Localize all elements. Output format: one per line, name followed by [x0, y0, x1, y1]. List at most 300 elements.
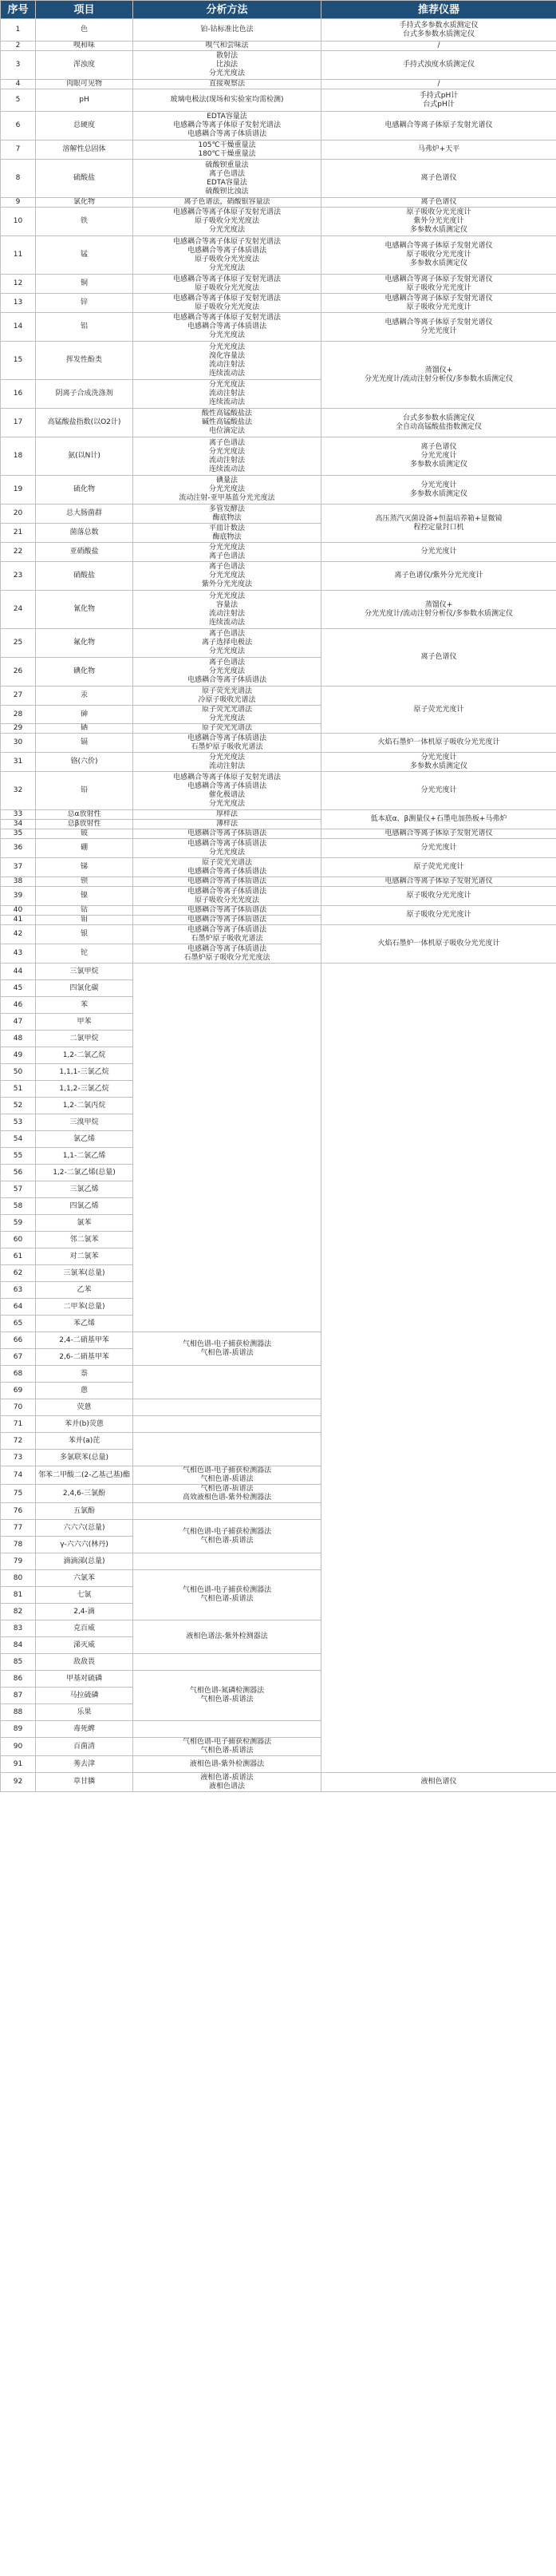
cell-method: [133, 1332, 321, 1366]
instrument-line: 分光光度计: [420, 786, 457, 794]
cell-instrument: [321, 1773, 556, 1792]
instrument-line: 分光光度计: [420, 548, 457, 556]
instrument-line: 原子吸收分光光度计: [406, 283, 471, 292]
cell-no: 39: [1, 887, 36, 906]
cell-no: 10: [1, 208, 36, 236]
cell-no: 63: [1, 1282, 36, 1299]
cell-item: 二甲苯(总量): [36, 1299, 133, 1316]
table-row: [1, 313, 556, 342]
method-line: 分光光度法: [208, 331, 245, 339]
cell-item: 挥发性酚类: [36, 342, 133, 380]
table-row: [1, 562, 556, 591]
cell-item: 二氯甲烷: [36, 1031, 133, 1047]
table-row: [1, 476, 556, 505]
cell-method: [133, 820, 321, 829]
cell-item: 对二氯苯: [36, 1248, 133, 1265]
cell-item: 甲基对硫磷: [36, 1671, 133, 1688]
cell-instrument: [321, 160, 556, 198]
cell-no: 34: [1, 820, 36, 829]
cell-item: 涕灭威: [36, 1637, 133, 1654]
table-row: [1, 80, 556, 89]
cell-method: [133, 1620, 321, 1654]
instrument-line: 分光光度计: [420, 753, 457, 762]
cell-method: [133, 476, 321, 505]
cell-item: 1,1,2-三氯乙烷: [36, 1081, 133, 1098]
instrument-line: 原子吸收分光光度计: [406, 251, 471, 259]
cell-instrument: [321, 89, 556, 112]
method-line: 分光光度法: [208, 342, 245, 351]
cell-method: [133, 1553, 321, 1570]
cell-no: 85: [1, 1654, 36, 1671]
method-line: 流动注射法: [208, 390, 245, 398]
cell-item: 砷: [36, 706, 133, 724]
cell-no: 43: [1, 944, 36, 964]
instrument-line: 原子吸收分光光度计: [406, 911, 471, 919]
cell-no: 61: [1, 1248, 36, 1265]
cell-method: [133, 1773, 321, 1792]
method-line: 电感耦合等离子体质谱法: [187, 925, 266, 934]
cell-item: 三氯苯(总量): [36, 1265, 133, 1282]
cell-no: 50: [1, 1064, 36, 1081]
cell-method: [133, 42, 321, 51]
cell-no: 37: [1, 858, 36, 877]
method-line: 离子色谱法: [208, 563, 245, 571]
cell-instrument: [321, 342, 556, 409]
method-line: EDTA容量法: [207, 113, 247, 121]
cell-item: 铅: [36, 772, 133, 810]
instrument-line: 电感耦合等离子体原子发射光谱仪: [384, 877, 493, 885]
cell-no: 58: [1, 1198, 36, 1215]
cell-method: [133, 1671, 321, 1721]
instrument-line: 电感耦合等离子体原子发射光谱仪: [384, 294, 493, 303]
cell-item: 钼: [36, 916, 133, 925]
instrument-line: 离子色谱仪: [420, 198, 457, 206]
method-line: 电位滴定法: [208, 427, 245, 435]
table-row: [1, 160, 556, 198]
method-line: EDTA容量法: [207, 178, 247, 187]
cell-no: 45: [1, 980, 36, 997]
cell-no: 64: [1, 1299, 36, 1316]
table-row: [1, 906, 556, 916]
cell-method: [133, 80, 321, 89]
cell-no: 60: [1, 1232, 36, 1248]
cell-method: [133, 858, 321, 877]
cell-instrument: [321, 810, 556, 829]
instrument-line: 离子色谱仪/紫外分光光度计: [394, 572, 483, 580]
cell-instrument: [321, 734, 556, 753]
method-line: 分光光度法: [208, 753, 245, 762]
method-line: 分光光度法: [208, 799, 245, 808]
cell-method: [133, 112, 321, 140]
cell-no: 16: [1, 380, 36, 409]
cell-instrument: [321, 772, 556, 810]
table-row: [1, 810, 556, 820]
cell-item: 锑: [36, 858, 133, 877]
cell-method: [133, 1756, 321, 1773]
instrument-line: 原子吸收分光光度计: [406, 303, 471, 311]
cell-no: 28: [1, 706, 36, 724]
instrument-line: 马弗炉+天平: [417, 145, 460, 153]
cell-method: [133, 1399, 321, 1416]
cell-item: 锰: [36, 236, 133, 275]
cell-item: 锌: [36, 294, 133, 313]
cell-item: 六六六(总量): [36, 1520, 133, 1537]
cell-method: [133, 1466, 321, 1485]
method-line: 碘量法: [215, 477, 238, 485]
method-line: 分光光度法: [208, 647, 245, 655]
cell-no: 4: [1, 80, 36, 89]
cell-instrument: [321, 208, 556, 236]
method-line: 气相色谱-质谱法: [200, 1747, 254, 1755]
table-row: [1, 772, 556, 810]
cell-instrument: [321, 753, 556, 772]
cell-instrument: [321, 236, 556, 275]
cell-no: 20: [1, 505, 36, 524]
cell-item: 银: [36, 925, 133, 944]
cell-method: [133, 160, 321, 198]
cell-method: [133, 1433, 321, 1466]
instrument-line: 手持式浊度水质测定仪: [402, 61, 475, 69]
method-line: 气相色谱-电子捕获检测器法: [182, 1466, 272, 1474]
cell-no: 84: [1, 1637, 36, 1654]
cell-item: 多氯联苯(总量): [36, 1450, 133, 1466]
method-line: 多管发酵法: [208, 505, 245, 513]
cell-method: [133, 524, 321, 543]
instrument-line: 电感耦合等离子体原子发射光谱仪: [384, 121, 493, 129]
instrument-line: /: [437, 80, 440, 88]
method-line: 液相色谱-紫外检测器法: [189, 1759, 265, 1768]
cell-no: 8: [1, 160, 36, 198]
cell-item: 毒死蜱: [36, 1721, 133, 1738]
cell-instrument: [321, 140, 556, 160]
cell-instrument: [321, 925, 556, 964]
method-line: 连续流动法: [208, 398, 245, 406]
method-line: 液相色谱-质谱法: [200, 1773, 254, 1782]
cell-method: [133, 1738, 321, 1756]
cell-no: 32: [1, 772, 36, 810]
method-line: 电感耦合等离子体质谱法: [187, 734, 266, 742]
cell-item: 钡: [36, 877, 133, 887]
table-row: [1, 543, 556, 562]
method-line: 薄样法: [215, 820, 238, 828]
cell-item: 铬(六价): [36, 753, 133, 772]
instrument-line: 分光光度计/流动注射分析仪/多参数水质测定仪: [364, 609, 514, 618]
cell-item: 苯并(a)芘: [36, 1433, 133, 1450]
cell-item: 铍: [36, 829, 133, 839]
method-line: 分光光度法: [208, 263, 245, 272]
method-line: 液相色谱法-紫外检测器法: [186, 1632, 268, 1640]
method-line: 原子荧光光谱法: [201, 687, 252, 695]
cell-no: 1: [1, 19, 36, 42]
instrument-line: 原子荧光光度计: [413, 705, 464, 714]
cell-method: [133, 944, 321, 964]
method-line: 气相色谱-电子捕获检测器法: [182, 1339, 272, 1348]
table-row: [1, 839, 556, 858]
cell-no: 31: [1, 753, 36, 772]
cell-method: [133, 505, 321, 524]
cell-item: 乙苯: [36, 1282, 133, 1299]
table-row: [1, 687, 556, 706]
cell-item: 亚硝酸盐: [36, 543, 133, 562]
method-line: 石墨炉原子吸收光谱法: [191, 934, 263, 943]
cell-item: 百菌清: [36, 1738, 133, 1756]
cell-item: 1,2-二氯丙烷: [36, 1098, 133, 1114]
method-line: 电感耦合等离子体原子发射光谱法: [172, 314, 281, 322]
cell-method: [133, 1570, 321, 1620]
cell-item: 镉: [36, 734, 133, 753]
instrument-line: 手持式多参数水质测定仪: [399, 21, 479, 30]
cell-item: 高锰酸盐指数(以O2计): [36, 409, 133, 437]
cell-no: 30: [1, 734, 36, 753]
instrument-line: /: [437, 42, 440, 49]
instrument-line: 火焰石墨炉一体机原子吸收分光光度计: [377, 940, 500, 948]
table-row: [1, 236, 556, 275]
method-line: 原子吸收分光光度法: [194, 217, 259, 225]
instrument-line: 紫外分光光度计: [413, 217, 464, 225]
cell-no: 17: [1, 409, 36, 437]
method-line: 电感耦合等离子体质谱法: [187, 322, 266, 330]
cell-item: 苯: [36, 997, 133, 1014]
cell-item: 四氯乙烯: [36, 1198, 133, 1215]
method-line: 容量法: [215, 600, 238, 609]
cell-method: [133, 342, 321, 380]
cell-item: 硼: [36, 839, 133, 858]
header-no: 序号: [1, 1, 36, 19]
cell-item: 七氯: [36, 1587, 133, 1604]
method-line: 分光光度法: [208, 447, 245, 456]
method-line: 分光光度法: [208, 848, 245, 857]
cell-item: 氯乙烯: [36, 1131, 133, 1148]
cell-item: 阴离子合成洗涤剂: [36, 380, 133, 409]
cell-no: 41: [1, 916, 36, 925]
cell-no: 18: [1, 437, 36, 476]
cell-method: [133, 409, 321, 437]
cell-no: 88: [1, 1704, 36, 1721]
cell-item: 总β放射性: [36, 820, 133, 829]
cell-instrument: [321, 409, 556, 437]
method-line: 电感耦合等离子体质谱法: [187, 944, 266, 953]
cell-item: 五氯酚: [36, 1503, 133, 1520]
cell-no: 3: [1, 51, 36, 80]
instrument-line: 分光光度计: [420, 452, 457, 460]
table-row: [1, 591, 556, 629]
table-row: [1, 409, 556, 437]
cell-method: [133, 839, 321, 858]
cell-item: 溶解性总固体: [36, 140, 133, 160]
cell-instrument: [321, 906, 556, 925]
cell-item: 1,1-二氯乙烯: [36, 1148, 133, 1165]
method-line: 比浊法: [215, 61, 238, 69]
method-line: 离子色谱法: [208, 552, 245, 560]
instrument-line: 全自动高锰酸盐指数测定仪: [395, 422, 482, 431]
method-line: 流动注射法: [208, 360, 245, 369]
instrument-line: 多参数水质测定仪: [409, 461, 467, 469]
cell-method: [133, 877, 321, 887]
table-row: [1, 51, 556, 80]
method-line: 离子色谱法: [208, 438, 245, 447]
cell-item: 氨(以N计): [36, 437, 133, 476]
method-line: 高效液相色谱-紫外检测器法: [182, 1494, 272, 1502]
method-line: 电感耦合等离子体质谱法: [187, 246, 266, 255]
table-row: [1, 208, 556, 236]
cell-instrument: [321, 887, 556, 906]
cell-no: 81: [1, 1587, 36, 1604]
method-line: 电感耦合等离子体原子发射光谱法: [172, 237, 281, 246]
cell-instrument: [321, 543, 556, 562]
instrument-line: 手持式pH计: [419, 91, 459, 100]
table-row: [1, 877, 556, 887]
cell-no: 36: [1, 839, 36, 858]
cell-instrument: [321, 839, 556, 858]
cell-no: 78: [1, 1537, 36, 1553]
method-line: 石墨炉原子吸收光谱法: [191, 742, 263, 751]
method-line: 离子色谱法: [208, 169, 245, 178]
cell-no: 57: [1, 1181, 36, 1198]
method-line: 气相色谱-质谱法: [200, 1595, 254, 1603]
table-row: [1, 1773, 556, 1792]
cell-item: 2,4-二硝基甲苯: [36, 1332, 133, 1349]
instrument-line: 程控定量封口机: [413, 523, 464, 532]
cell-item: 硒: [36, 724, 133, 734]
instrument-line: 分光光度计: [420, 326, 457, 335]
cell-method: [133, 916, 321, 925]
method-line: 原子吸收分光光度法: [194, 255, 259, 263]
cell-instrument: [321, 437, 556, 476]
header-item: 项目: [36, 1, 133, 19]
cell-method: [133, 1654, 321, 1671]
cell-method: [133, 1721, 321, 1738]
instrument-line: 原子荧光光度计: [413, 863, 464, 871]
cell-method: [133, 51, 321, 80]
cell-method: [133, 1366, 321, 1399]
method-line: 碱性高锰酸盐法: [201, 418, 252, 426]
method-line: 连续流动法: [208, 618, 245, 627]
method-line: 流动注射法: [208, 609, 245, 618]
cell-no: 56: [1, 1165, 36, 1181]
instrument-line: 低本底α、β测量仪+石墨电加热板+马弗炉: [370, 815, 507, 823]
method-line: 气相色谱-电子捕获检测器法: [182, 1738, 272, 1746]
cell-item: γ-六六六(林丹): [36, 1537, 133, 1553]
cell-item: 铁: [36, 208, 133, 236]
cell-no: 15: [1, 342, 36, 380]
cell-item: 总硬度: [36, 112, 133, 140]
cell-method: [133, 380, 321, 409]
table-row: [1, 505, 556, 524]
cell-item: 三氯甲烷: [36, 964, 133, 980]
cell-no: 90: [1, 1738, 36, 1756]
cell-item: 甲苯: [36, 1014, 133, 1031]
instrument-line: 电感耦合等离子体原子发射光谱仪: [384, 242, 493, 250]
cell-item: 氯化物: [36, 198, 133, 208]
cell-item: 苯乙烯: [36, 1316, 133, 1332]
cell-item: 2,4,6-三氯酚: [36, 1485, 133, 1503]
cell-item: 三溴甲烷: [36, 1114, 133, 1131]
cell-no: 9: [1, 198, 36, 208]
cell-no: 68: [1, 1366, 36, 1383]
table-row: [1, 858, 556, 877]
table-row: [1, 19, 556, 42]
method-line: 液相色谱法: [208, 1782, 245, 1791]
instrument-line: 离子色谱仪: [420, 174, 457, 182]
cell-no: 40: [1, 906, 36, 916]
method-line: 玻璃电极法(现场和实验室均需检测): [170, 96, 284, 104]
cell-item: 硫化物: [36, 476, 133, 505]
instrument-line: 台式pH计: [423, 100, 455, 109]
instrument-line: 蒸馏仪+: [424, 366, 453, 374]
cell-no: 80: [1, 1570, 36, 1587]
method-line: 分光光度法: [208, 667, 245, 675]
method-line: 离子色谱法: [208, 659, 245, 667]
cell-method: [133, 887, 321, 906]
cell-no: 33: [1, 810, 36, 820]
header-instrument: 推荐仪器: [321, 1, 556, 19]
table-row: [1, 753, 556, 772]
cell-no: 92: [1, 1773, 36, 1792]
cell-no: 53: [1, 1114, 36, 1131]
method-line: 电感耦合等离子体原子发射光谱法: [172, 121, 281, 129]
method-line: 铂-钴标准比色法: [200, 26, 254, 34]
cell-no: 5: [1, 89, 36, 112]
instrument-line: 台式多参数水质测定仪: [402, 414, 475, 422]
cell-item: 2,6-二硝基甲苯: [36, 1349, 133, 1366]
method-line: 分光光度法: [208, 381, 245, 389]
cell-method: [133, 687, 321, 706]
cell-method: [133, 1485, 321, 1503]
cell-instrument: [321, 476, 556, 505]
cell-no: 35: [1, 829, 36, 839]
method-line: 原子荧光光谱法: [201, 858, 252, 867]
instrument-line: 火焰石墨炉一体机原子吸收分光光度计: [377, 738, 500, 746]
method-line: 原子吸收分光光度法: [194, 896, 259, 904]
method-line: 电感耦合等离子体质谱法: [187, 906, 266, 914]
cell-no: 19: [1, 476, 36, 505]
cell-no: 46: [1, 997, 36, 1014]
cell-method: [133, 275, 321, 294]
method-line: 电感耦合等离子体质谱法: [187, 839, 266, 848]
method-line: 嗅气和尝味法: [205, 42, 249, 49]
cell-instrument: [321, 313, 556, 342]
cell-no: 76: [1, 1503, 36, 1520]
method-line: 气相色谱-质谱法: [200, 1696, 254, 1703]
cell-item: 1,1,1-三氯乙烷: [36, 1064, 133, 1081]
cell-method: [133, 1520, 321, 1553]
instrument-line: 离子色谱仪: [420, 653, 457, 661]
method-line: 硫酸钡比浊法: [205, 187, 249, 196]
method-line: 分光光度法: [208, 543, 245, 552]
cell-no: 77: [1, 1520, 36, 1537]
cell-instrument: [321, 275, 556, 294]
cell-no: 52: [1, 1098, 36, 1114]
cell-item: 汞: [36, 687, 133, 706]
method-line: 散射法: [215, 52, 238, 60]
cell-no: 23: [1, 562, 36, 591]
method-line: 气相色谱-质谱法: [200, 1475, 254, 1483]
cell-instrument: [321, 19, 556, 42]
cell-no: 73: [1, 1450, 36, 1466]
method-line: 电感耦合等离子体质谱法: [187, 130, 266, 138]
cell-method: [133, 1416, 321, 1433]
cell-item: 硝酸盐: [36, 562, 133, 591]
instrument-line: 液相色谱仪: [420, 1778, 457, 1786]
method-line: 气相色谱-电子捕获检测器法: [182, 1527, 272, 1536]
cell-method: [133, 543, 321, 562]
cell-no: 71: [1, 1416, 36, 1433]
cell-no: 26: [1, 658, 36, 687]
table-row: [1, 342, 556, 380]
table-row: [1, 437, 556, 476]
method-line: 直接观察法: [208, 80, 245, 88]
cell-method: [133, 208, 321, 236]
